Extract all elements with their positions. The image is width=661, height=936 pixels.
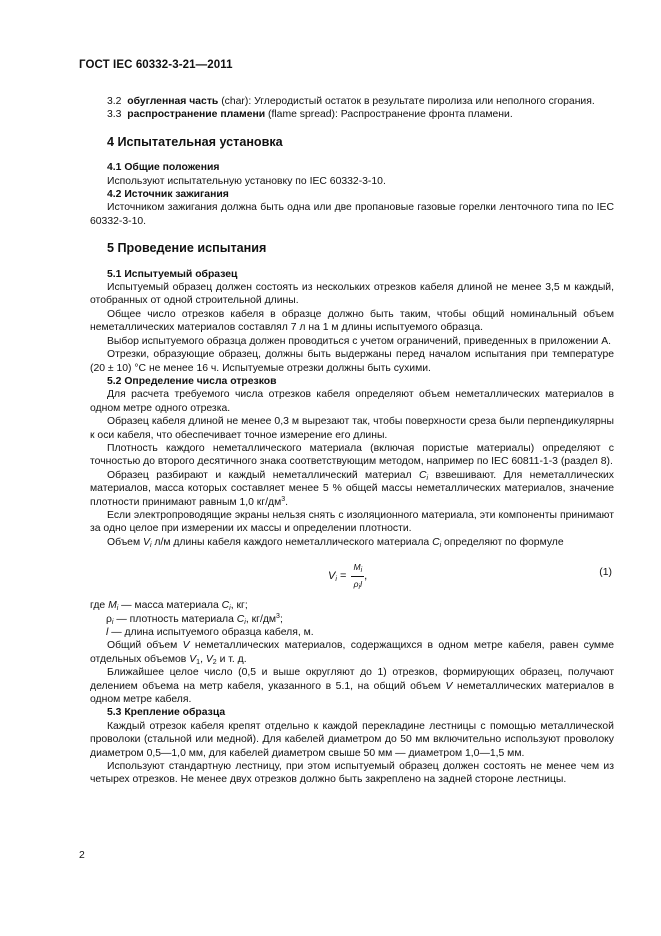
subsection-5-1-heading: 5.1 Испытуемый образец — [107, 268, 238, 280]
text-run: где — [90, 600, 109, 612]
subscript: i — [229, 605, 231, 613]
subscript: i — [335, 576, 337, 583]
definition-text: (char): Углеродистый остаток в результате пиролиза или неполного сгорания. — [218, 96, 595, 107]
symbol-c: C — [418, 469, 427, 481]
subscript: i — [358, 583, 361, 591]
subsection-5-3-heading: 5.3 Крепление образца — [107, 707, 226, 719]
definition-3-3 — [90, 108, 614, 121]
text-run: — масса материала — [118, 600, 222, 612]
document-body — [90, 95, 614, 787]
text-run: , кг/дм — [245, 613, 277, 625]
text-run: неметаллических материалов, содержащихся в одном метре кабеля, равен сумме отдельных объемов — [90, 640, 614, 665]
paragraph: Используют испытательную установку по IEC 60332-3-10. — [107, 175, 386, 187]
formula-var: ρ — [353, 578, 359, 589]
paragraph: Используют стандартную лестницу, при этом испытуемый образец должен состоять не менее чем из четырех отрезков. Не менее двух отрезков должно быть закреплено на задней стороне лестницы. — [90, 761, 614, 786]
symbol: M — [108, 600, 117, 612]
paragraph: Общее число отрезков кабеля в образце должно быть таким, чтобы общий номинальный объем неметаллических материалов составлял 7 л на 1 м длины испытуемого образца. — [90, 308, 614, 334]
symbol-v: V — [189, 653, 197, 665]
paragraph — [90, 666, 614, 706]
symbol-c: C — [432, 536, 440, 548]
text-run: неметаллических материалов в одном метре кабеля. — [90, 680, 614, 706]
symbol: C — [236, 613, 245, 625]
paragraph — [90, 536, 614, 549]
paragraph: Для расчета требуемого числа отрезков кабеля определяют объем неметаллических материалов в одном метре одного отрезка. — [90, 389, 614, 414]
text-run: л/м длины кабеля каждого неметаллического материала — [151, 536, 433, 548]
section-5-heading: 5 Проведение испытания — [107, 241, 267, 256]
text-run: . — [285, 496, 289, 508]
subscript: i — [360, 567, 363, 575]
paragraph: Если электропроводящие экраны нельзя снять с изоляционного материала, эти компоненты принимают за одно целое при измерении их массы и определении плотности. — [90, 509, 614, 535]
fraction-numerator — [351, 561, 364, 576]
symbol-v: V — [182, 640, 190, 652]
paragraph: Плотность каждого неметаллического материала (включая пористые материалы) определяют с точностью до второго десятичного знака соответствующим методом, например по IEC 60811-1-3 (раздел 8). — [90, 442, 614, 468]
clause-number: 3.3 — [107, 109, 122, 121]
formula-var: l — [360, 578, 362, 589]
superscript: 3 — [276, 612, 280, 620]
text-run: Ближайшее целое число (0,5 и выше округляют до 1) отрезков, формирующих образец, получают делением объема на метр кабеля, указанного в 5.1, на общий объем — [90, 667, 614, 692]
symbol: ρ — [106, 613, 112, 625]
formula-var: M — [353, 562, 361, 573]
subsection-4-2-heading: 4.2 Источник зажигания — [107, 189, 229, 201]
subsection-4-1-heading: 4.1 Общие положения — [107, 162, 220, 174]
text-run: Объем — [107, 536, 143, 548]
paragraph — [90, 469, 614, 509]
formula-1 — [90, 557, 614, 591]
page-number: 2 — [79, 850, 85, 861]
paragraph: Образец кабеля длиной не менее 0,3 м вырезают так, чтобы поверхности среза были перпендикулярны к оси кабеля, что обеспечивает точное измерение его длины. — [90, 416, 614, 441]
fraction — [351, 561, 364, 591]
paragraph: Источником зажигания должна быть одна или две пропановые газовые горелки ленточного типа по IEC 60332-3-10. — [90, 202, 614, 227]
symbol-v: V — [143, 536, 150, 548]
superscript: 3 — [281, 495, 286, 503]
subscript: 2 — [212, 658, 217, 666]
section-4-heading: 4 Испытательная установка — [107, 134, 283, 149]
formula-punct: , — [364, 570, 368, 582]
clause-number: 3.2 — [107, 96, 122, 107]
text-run: и т. д. — [216, 653, 247, 665]
where-line-3 — [90, 626, 614, 639]
subscript: i — [426, 474, 429, 482]
subscript: i — [111, 618, 114, 626]
text-run: определяют по формуле — [441, 536, 564, 548]
symbol: l — [106, 627, 109, 638]
definition-3-2 — [90, 95, 614, 108]
subscript: 1 — [196, 658, 201, 666]
symbol: C — [221, 600, 230, 612]
subscript: i — [244, 618, 246, 626]
text-run: , — [200, 653, 206, 665]
symbol-v: V — [205, 653, 213, 665]
paragraph: Испытуемый образец должен состоять из нескольких отрезков кабеля длиной не менее 3,5 м каждый, отобранных от одной строительной длины. — [90, 282, 614, 307]
equals-sign: = — [339, 570, 347, 582]
paragraph: Выбор испытуемого образца должен проводиться с учетом ограничений, приведенных в приложении А. — [107, 335, 612, 347]
paragraph: Каждый отрезок кабеля крепят отдельно к каждой перекладине лестницы с помощью металлической проволоки (стальной или медной). Для кабелей диаметром до 50 мм включительно используют проволоку диаметром 0,5—1,0 мм, для кабелей диаметром свыше 50 мм — диаметром 1,0—1,5 мм. — [90, 720, 614, 759]
fraction-denominator — [351, 577, 364, 591]
term: распространение пламени — [127, 109, 266, 121]
text-run: Общий объем — [107, 640, 183, 652]
subsection-5-2-heading: 5.2 Определение числа отрезков — [107, 375, 277, 387]
text-run: — длина испытуемого образца кабеля, м. — [108, 627, 314, 638]
text-run: ; — [279, 613, 283, 625]
definition-text: (flame spread): Распространение фронта пламени. — [265, 109, 513, 121]
paragraph — [90, 639, 614, 666]
document-header: ГОСТ IEC 60332-3-21—2011 — [79, 59, 233, 71]
text-run: — плотность материала — [113, 613, 237, 625]
text-run: Образец разбирают и каждый неметаллический материал — [107, 469, 419, 481]
subscript: i — [116, 605, 119, 613]
text-run: , кг; — [230, 600, 248, 612]
where-line-1 — [90, 599, 614, 612]
subscript: i — [439, 541, 442, 549]
text-run: взвешивают. Для неметаллических материалов, масса которых составляет менее 5 % общей массы неметаллических материалов, значение плотности принимают равным 1,0 кг/дм — [90, 469, 614, 508]
paragraph: Отрезки, образующие образец, должны быть выдержаны перед началом испытания при температуре (20 ± 10) °С не менее 16 ч. Испытуемые отрезки должны быть сухими. — [90, 349, 614, 374]
formula-expression — [328, 561, 367, 591]
formula-lhs: V — [328, 570, 336, 582]
symbol-v: V — [445, 680, 453, 692]
equation-number: (1) — [599, 567, 612, 579]
term: обугленная часть — [127, 96, 219, 107]
where-line-2 — [90, 613, 614, 626]
subscript: i — [149, 541, 152, 549]
